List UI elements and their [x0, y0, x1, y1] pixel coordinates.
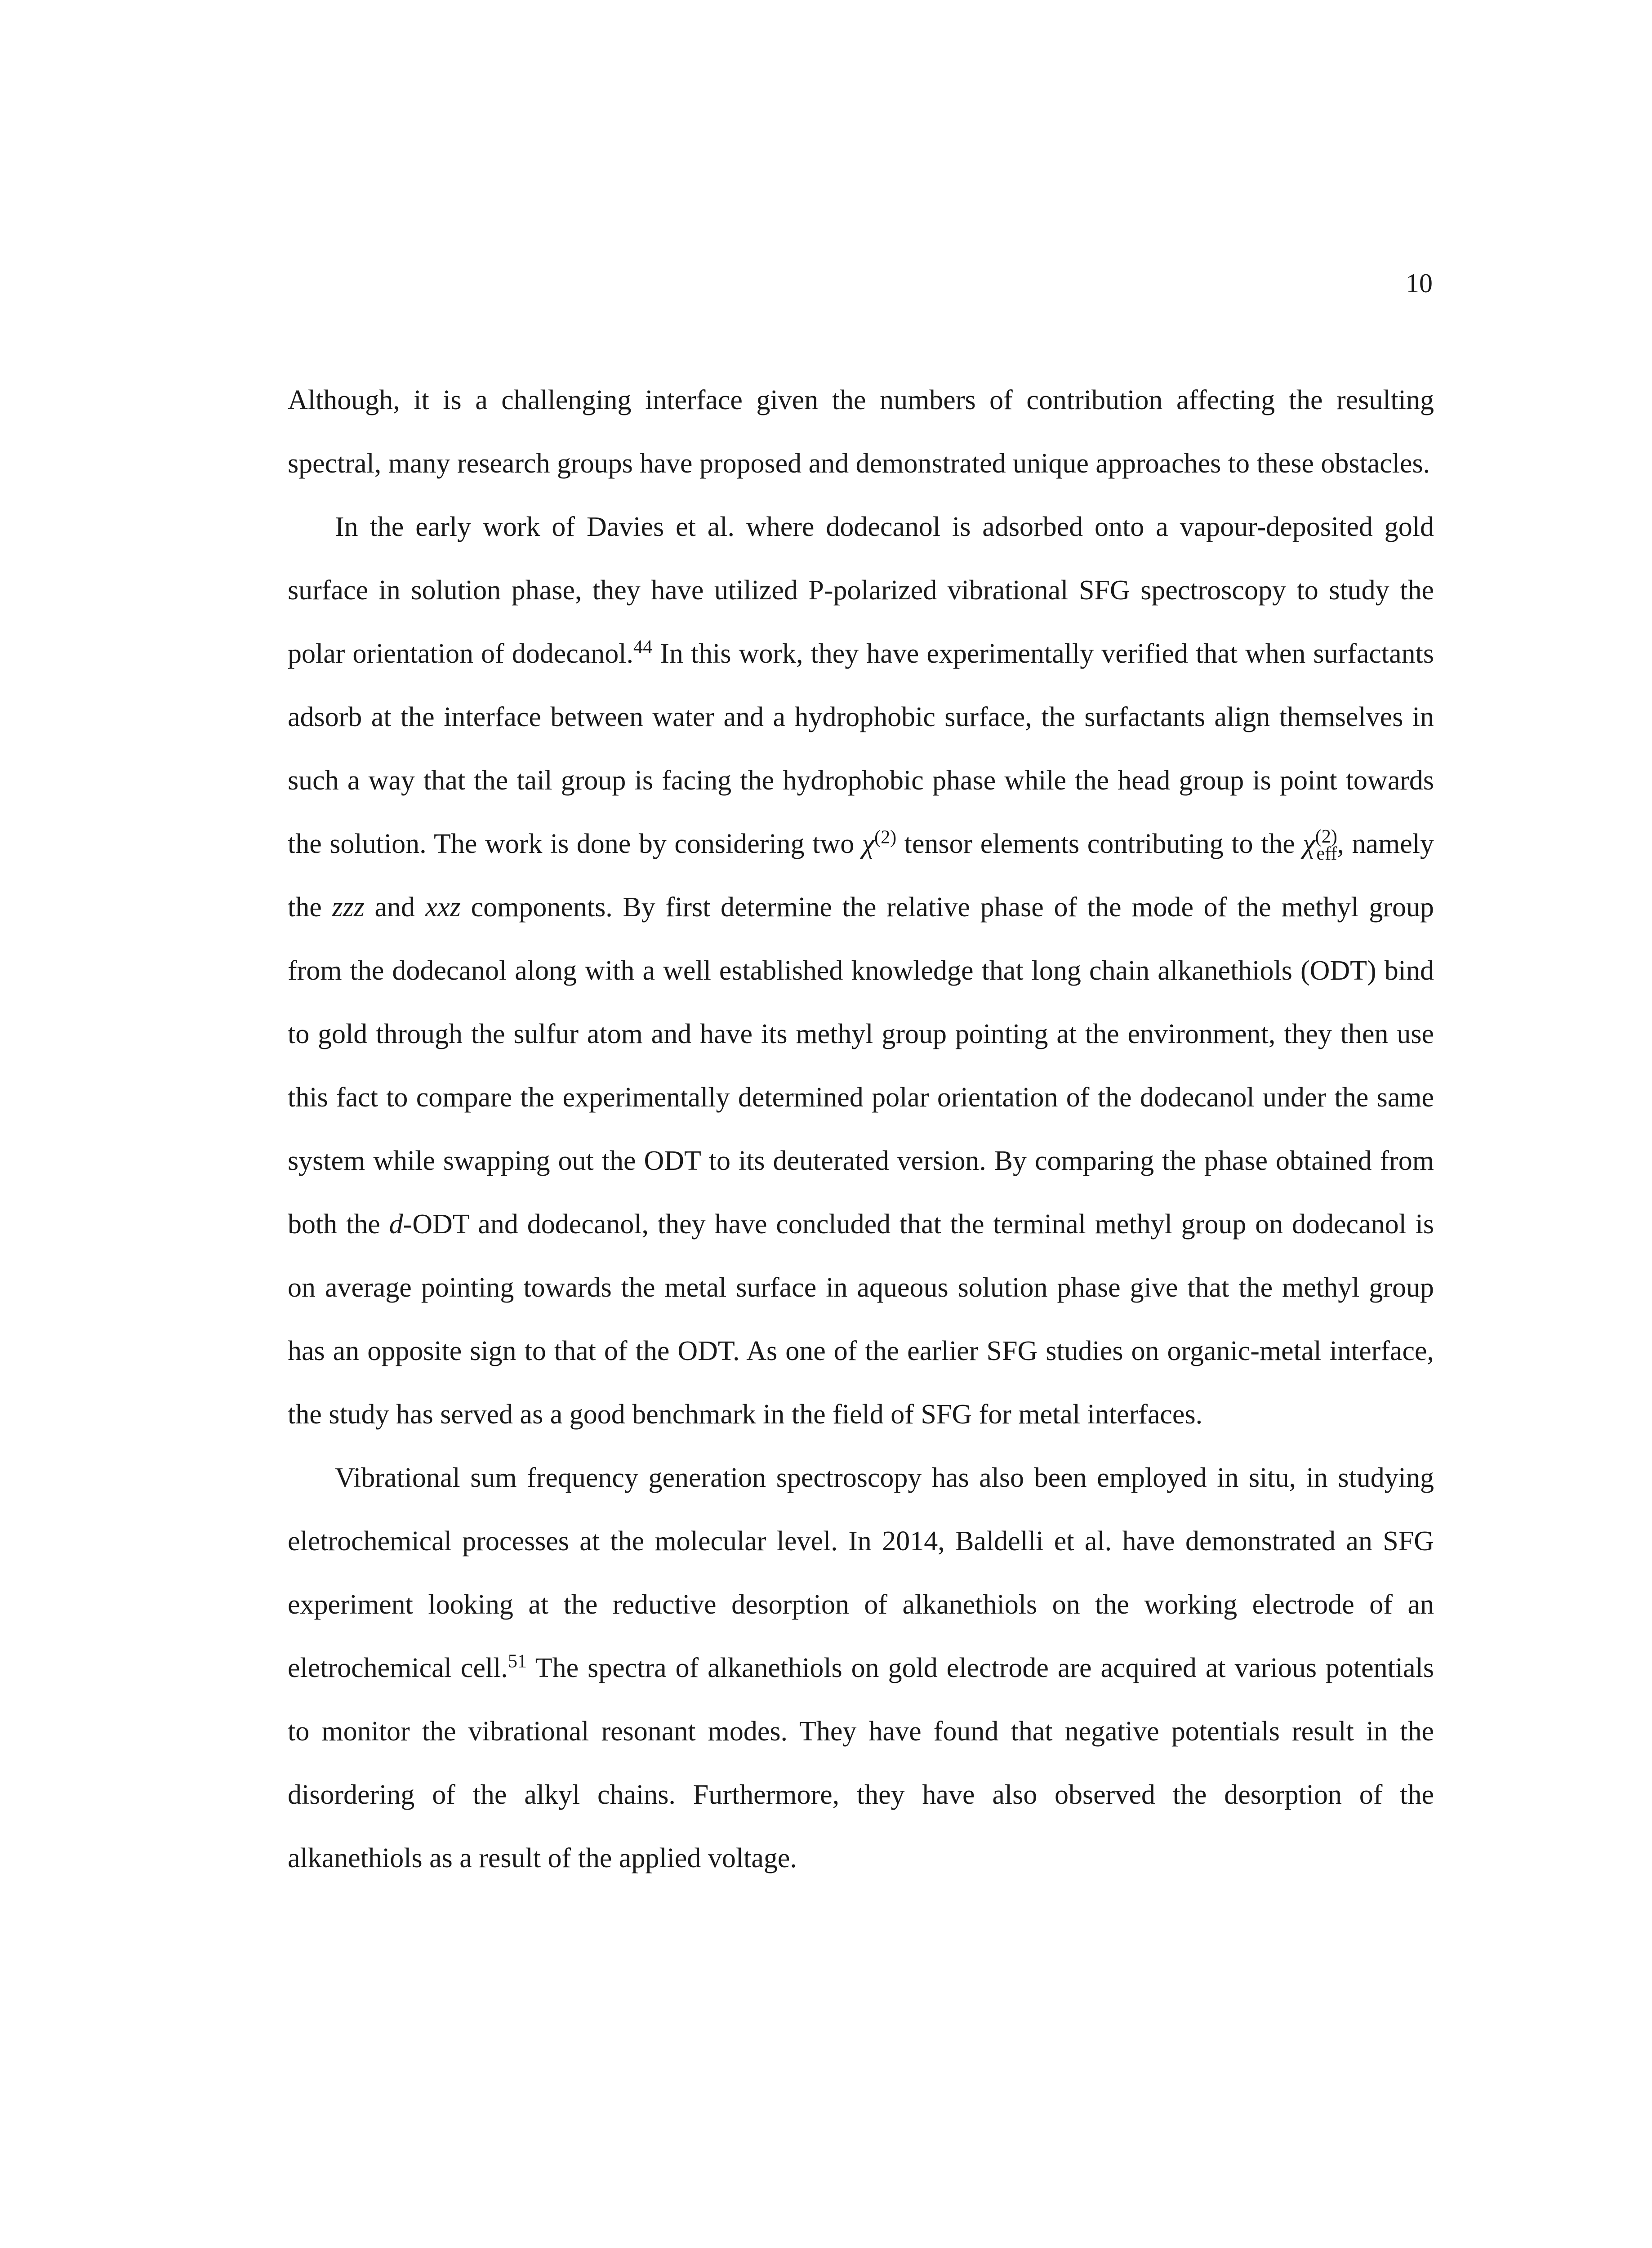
paragraph-2-text-1: In the early work of Davies et al. where dodecanol is adsorbed onto a vapour-deposited gold surface in solution phase, they have utilized P-polarized vibrational SFG spectroscopy to study the polar orientation of dodecanol. — [288, 512, 1434, 669]
paragraph-2 — [288, 495, 1434, 1446]
chi-eff-scripts — [1315, 825, 1337, 864]
paragraph-2-text-3: tensor elements contributing to the — [896, 829, 1303, 859]
paragraph-1: Although, it is a challenging interface given the numbers of contribution affecting the resulting spectral, many research groups have proposed and demonstrated unique approaches to these obstacles. — [288, 385, 1434, 479]
body-text — [288, 369, 1434, 1890]
paragraph-3 — [288, 1446, 1434, 1890]
zzz-component: zzz — [332, 892, 365, 923]
chi-eff-subscript: eff — [1316, 843, 1337, 864]
paragraph-2-text-7: -ODT and dodecanol, they have concluded that the terminal methyl group on dodecanol is on average pointing towards the metal surface in aqueous solution phase give that the methyl group has an opposite sign to that of the ODT. As one of the earlier SFG studies on organic-metal interface, the study has served as a good benchmark in the field of SFG for metal interfaces. — [288, 1209, 1434, 1430]
chi-symbol: χ — [862, 829, 875, 859]
citation-44: 44 — [633, 636, 653, 658]
paragraph-2-text-2: In this work, they have experimentally verified that when surfactants adsorb at the interface between water and a hydrophobic surface, the surfactants align themselves in such a way that the tail group is facing the hydrophobic phase while the head group is point towards the solution. The work is done by considering two — [288, 638, 1434, 859]
chi-superscript: (2) — [874, 826, 897, 848]
paragraph-3-text-1: Vibrational sum frequency generation spectroscopy has also been employed in situ, in studying eletrochemical processes at the molecular level. In 2014, Baldelli et al. have demonstrated an SFG experiment looking at the reductive desorption of alkanethiols on the working electrode of an eletrochemical cell. — [288, 1463, 1434, 1683]
citation-51: 51 — [508, 1650, 527, 1672]
paragraph-2-text-4: , namely the — [288, 829, 1434, 923]
paragraph-2-text-5: and — [364, 892, 425, 923]
chi-eff-symbol: χ — [1303, 829, 1315, 859]
chi-eff-superscript: (2) — [1315, 825, 1337, 847]
page-number: 10 — [1406, 268, 1433, 298]
deuterated-prefix: d — [389, 1209, 403, 1240]
xxz-component: xxz — [425, 892, 461, 923]
paragraph-3-text-2: The spectra of alkanethiols on gold electrode are acquired at various potentials to monitor the vibrational resonant modes. They have found that negative potentials result in the disordering of the alkyl chains. Furthermore, they have also observed the desorption of the alkanethiols as a result of the applied voltage. — [288, 1653, 1434, 1873]
paragraph-2-text-6: components. By first determine the relative phase of the mode of the methyl group from the dodecanol along with a well established knowledge that long chain alkanethiols (ODT) bind to gold through the sulfur atom and have its methyl group pointing at the environment, they then use this fact to compare the experimentally determined polar orientation of the dodecanol under the same system while swapping out the ODT to its deuterated version. By comparing the phase obtained from both the — [288, 892, 1434, 1240]
